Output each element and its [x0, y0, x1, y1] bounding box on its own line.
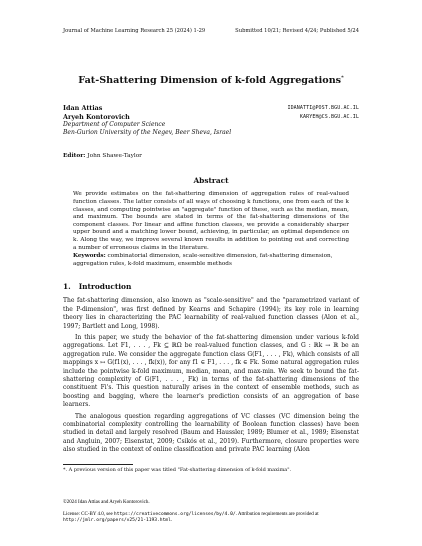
- license-line: [63, 512, 359, 525]
- running-header: [63, 28, 359, 35]
- author-email: IDANATTI@POST.BGU.AC.IL: [287, 105, 359, 112]
- keywords-label: Keywords:: [73, 253, 106, 260]
- title-footnote-mark: *: [341, 75, 344, 81]
- author-name: Idan Attias: [63, 104, 103, 113]
- intro-paragraph: The fat-shattering dimension, also known as "scale-sensitive" and the "parametrized variant of the P-dimension", was first defined by Kearns and Schapire (1994); its key role in learning theory lies in characterizing the PAC learnability of real-valued function classes (Alon et al., 1997; Bartlett and Long, 1998).: [63, 297, 359, 330]
- section-title: Introduction: [78, 282, 132, 292]
- affiliation-department: Department of Computer Science: [63, 121, 166, 128]
- license-text: License: CC-BY 4.0, see: [63, 511, 113, 517]
- journal-citation: Journal of Machine Learning Research 25 (2024) 1-29: [63, 28, 206, 34]
- intro-paragraph: The analogous question regarding aggregations of VC classes (VC dimension being the combinatorial complexity controlling the learnability of Boolean function classes) have been studied in detail and largely resolved (Baum and Haussler, 1989; Blumer et al., 1989; Eisenstat and Angluin, 2007; Eisenstat, 2009; Csikós et al., 2019). Furthermore, closure properties were also studied in the context of online classification and private PAC learning (Alon: [63, 412, 359, 454]
- copyright-line: ©2024 Idan Attias and Aryeh Kontorovich.: [63, 500, 150, 505]
- section-number: 1.: [63, 282, 71, 292]
- author-row: [63, 113, 359, 121]
- submission-dates: Submitted 10/21; Revised 4/24; Published 5/24: [235, 28, 359, 34]
- intro-paragraph: In this paper, we study the behavior of the fat-shattering dimension under various k-fold aggregations. Let F1, . . . , Fk ⊆ ℝΩ be real-valued function classes, and G : ℝk → ℝ be an aggregation rule. We consider the aggregate function class G(F1, . . . , Fk), which consists of all mappings x ↦ G(f1(x), . . . , fk(x)), for any f1 ∈ F1, . . . , fk ∈ Fk. Some natural aggregation rules include the pointwise k-fold maximum, median, mean, and max-min. We seek to bound the fat-shattering complexity of G(F1, . . . , Fk) in terms of the fat-shattering dimensions of the constituent Fi's. This question naturally arises in the context of ensemble methods, such as boosting and bagging, where the learner's prediction consists of an aggregation of base learners.: [63, 333, 359, 409]
- author-block: [63, 104, 359, 137]
- keywords-list: combinatorial dimension, scale-sensitive dimension, fat-shattering dimension, aggregation rules, k-fold maximum, ensemble methods: [73, 253, 333, 267]
- license-link[interactable]: https://creativecommons.org/licenses/by/4.0/: [113, 511, 236, 517]
- abstract-text: We provide estimates on the fat-shattering dimension of aggregation rules of real-valued function classes. The latter consists of all ways of choosing k functions, one from each of the k classes, and computing pointwise an "aggregate" function of these, such as the median, mean, and maximum. The bounds are stated in terms of the fat-shattering dimensions of the component classes. For linear and affine function classes, we provide a considerably sharper upper bound and a matching lower bound, achieving, in particular, an optimal dependence on k. Along the way, we improve several known results in addition to pointing out and correcting a number of erroneous claims in the literature.: [73, 191, 349, 251]
- editor-label: Editor:: [63, 153, 86, 160]
- author-row: [63, 104, 359, 112]
- author-name: Aryeh Kontorovich: [63, 112, 130, 121]
- footnote: *. A previous version of this paper was titled "Fat-shattering dimension of k-fold maxima".: [63, 466, 292, 473]
- keywords: [73, 253, 349, 268]
- license-text-2: . Attribution requirements are provided at: [235, 511, 319, 517]
- paper-title: [63, 72, 359, 87]
- editor-name: John Shawe-Taylor: [87, 153, 142, 160]
- section-heading: [63, 282, 359, 291]
- attribution-link[interactable]: http://jmlr.org/papers/v25/21-1193.html: [63, 518, 171, 524]
- license-end: .: [170, 518, 173, 524]
- paper-title-text: Fat-Shattering Dimension of k-fold Aggregations: [78, 75, 342, 87]
- footnote-rule: [63, 464, 133, 465]
- editor-line: [63, 153, 359, 159]
- affiliation-university: Ben-Gurion University of the Negev, Beer Sheva, Israel: [63, 129, 232, 137]
- license-block: [63, 500, 359, 525]
- abstract-heading: Abstract: [193, 176, 229, 186]
- author-email: KARYEH@CS.BGU.AC.IL: [299, 113, 359, 120]
